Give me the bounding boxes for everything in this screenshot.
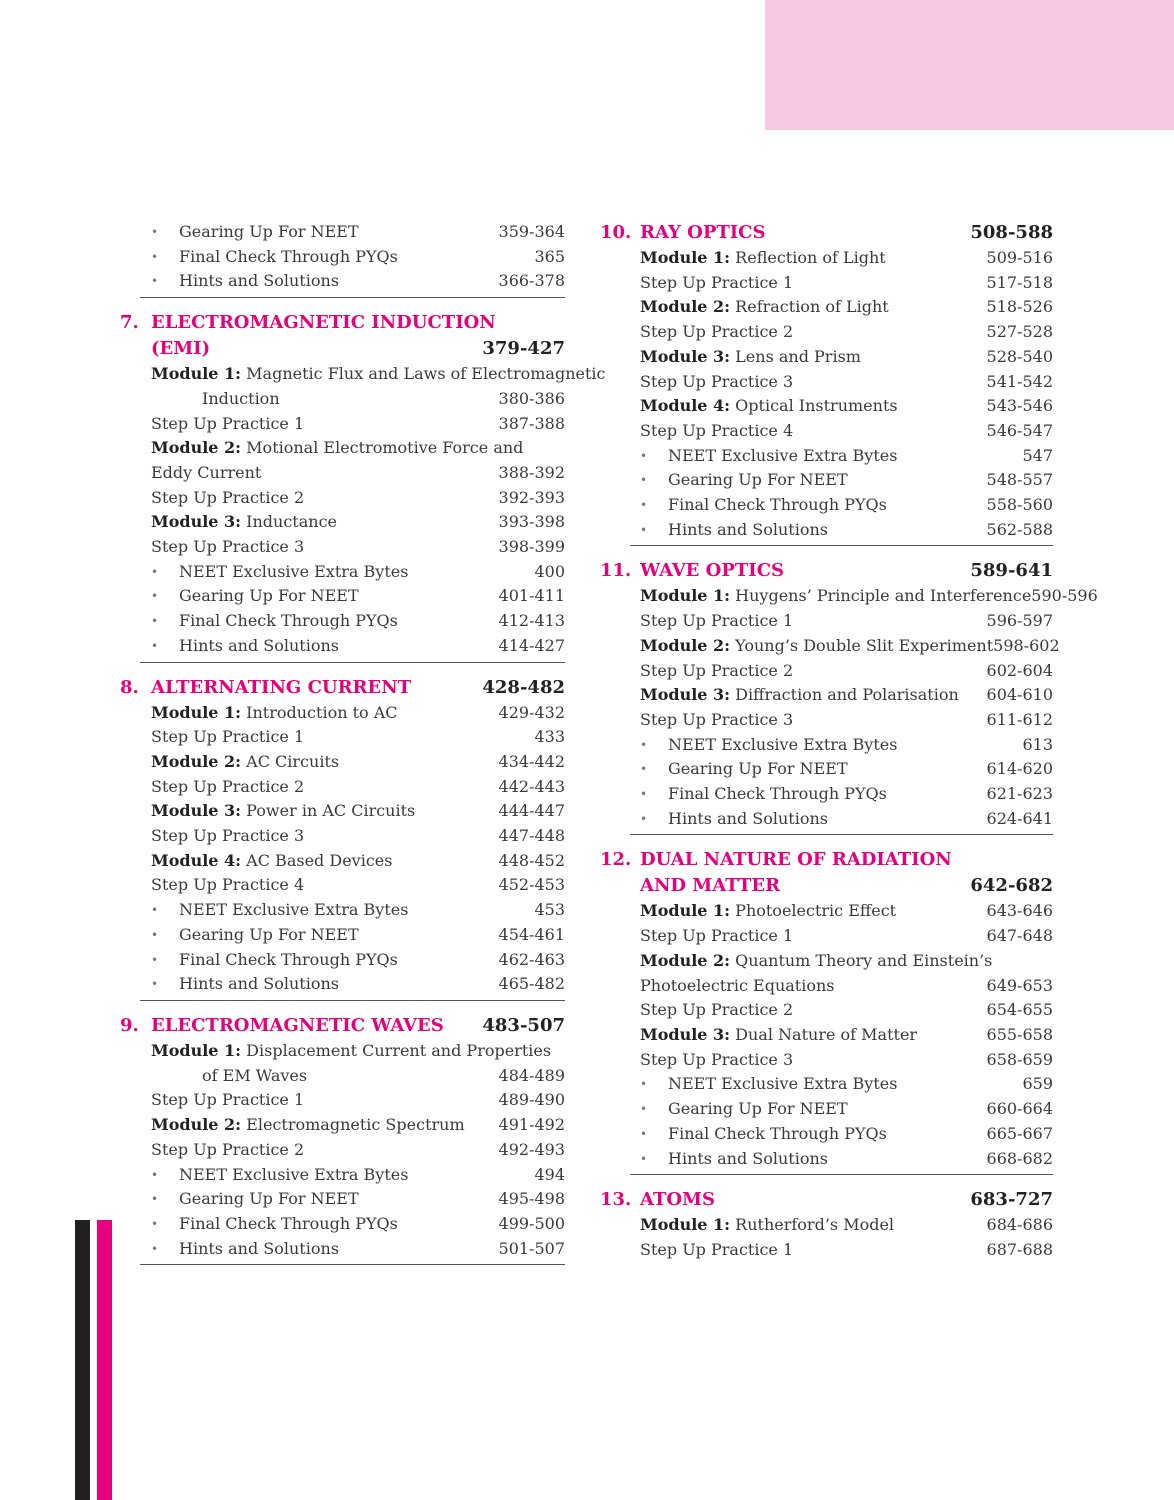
pink-corner-block xyxy=(765,0,1174,130)
module-entry[interactable]: Module 2: Refraction of Light 518-526 xyxy=(640,297,1053,317)
module-entry[interactable]: Module 2: Electromagnetic Spectrum 491-492 xyxy=(151,1115,565,1135)
toc-entry[interactable]: • NEET Exclusive Extra Bytes 547 xyxy=(600,444,1053,469)
module-entry[interactable]: Module 3: Lens and Prism 528-540 xyxy=(640,346,1053,366)
toc-entry[interactable]: • NEET Exclusive Extra Bytes 453 xyxy=(120,898,565,923)
toc-entry[interactable]: • NEET Exclusive Extra Bytes 400 xyxy=(120,560,565,585)
practice-entry[interactable]: Step Up Practice 3 541-542 xyxy=(640,371,1053,391)
divider xyxy=(140,662,565,663)
module-entry[interactable]: Module 1: Displacement Current and Properties xyxy=(151,1040,552,1060)
module-entry[interactable]: Module 3: Diffraction and Polarisation 604-610 xyxy=(640,685,1053,705)
module-entry-cont[interactable]: Induction 380-386 xyxy=(202,388,565,408)
module-entry[interactable]: Module 4: Optical Instruments 543-546 xyxy=(640,396,1053,416)
divider xyxy=(140,297,565,298)
chapter-7-heading-cont[interactable]: (EMI) 379-427 xyxy=(151,338,565,360)
toc-entry[interactable]: • Hints and Solutions 624-641 xyxy=(600,807,1053,832)
toc-entry[interactable]: • Hints and Solutions 562-588 xyxy=(600,518,1053,543)
toc-entry[interactable]: • Gearing Up For NEET 401-411 xyxy=(120,584,565,609)
chapter-13-heading[interactable]: 13. ATOMS 683-727 xyxy=(600,1189,1053,1211)
divider xyxy=(630,545,1053,546)
pink-side-bar xyxy=(97,1220,112,1500)
practice-entry[interactable]: Step Up Practice 1 647-648 xyxy=(640,926,1053,946)
module-entry[interactable]: Module 1: Introduction to AC 429-432 xyxy=(151,702,565,722)
practice-entry[interactable]: Step Up Practice 1 517-518 xyxy=(640,272,1053,292)
practice-entry[interactable]: Step Up Practice 1 489-490 xyxy=(151,1090,565,1110)
practice-entry[interactable]: Step Up Practice 2 392-393 xyxy=(151,487,565,507)
divider xyxy=(630,1174,1053,1175)
chapter-7-heading[interactable]: 7. ELECTROMAGNETIC INDUCTION xyxy=(120,312,496,334)
toc-entry[interactable]: • Final Check Through PYQs 462-463 xyxy=(120,948,565,973)
module-entry[interactable]: Module 3: Power in AC Circuits 444-447 xyxy=(151,801,565,821)
toc-entry[interactable]: • Final Check Through PYQs 558-560 xyxy=(600,493,1053,518)
practice-entry[interactable]: Step Up Practice 1 596-597 xyxy=(640,611,1053,631)
module-entry[interactable]: Module 2: Motional Electromotive Force and xyxy=(151,438,524,458)
practice-entry[interactable]: Step Up Practice 3 398-399 xyxy=(151,537,565,557)
module-entry[interactable]: Module 2: Quantum Theory and Einstein’s xyxy=(640,950,993,970)
toc-entry[interactable]: • Hints and Solutions 465-482 xyxy=(120,972,565,997)
practice-entry[interactable]: Step Up Practice 2 492-493 xyxy=(151,1139,565,1159)
module-entry[interactable]: Module 1: Reflection of Light 509-516 xyxy=(640,248,1053,267)
toc-entry[interactable]: • Gearing Up For NEET 548-557 xyxy=(600,468,1053,493)
module-entry-cont[interactable]: Photoelectric Equations 649-653 xyxy=(640,975,1053,995)
toc-right-column xyxy=(600,220,1098,1263)
toc-entry[interactable]: • Gearing Up For NEET 660-664 xyxy=(600,1097,1053,1122)
chapter-12-heading-cont[interactable]: AND MATTER 642-682 xyxy=(640,875,1053,897)
toc-entry[interactable]: • Gearing Up For NEET 614-620 xyxy=(600,757,1053,782)
practice-entry[interactable]: Step Up Practice 1 433 xyxy=(151,727,565,747)
toc-entry[interactable]: • Hints and Solutions 366-378 xyxy=(120,269,565,294)
practice-entry[interactable]: Step Up Practice 3 658-659 xyxy=(640,1049,1053,1069)
module-entry[interactable]: Module 3: Dual Nature of Matter 655-658 xyxy=(640,1024,1053,1044)
module-entry[interactable]: Module 1: Magnetic Flux and Laws of Electromagnetic xyxy=(151,364,606,384)
practice-entry[interactable]: Step Up Practice 4 452-453 xyxy=(151,875,565,895)
toc-entry[interactable]: • Final Check Through PYQs 665-667 xyxy=(600,1122,1053,1147)
toc-entry[interactable]: • NEET Exclusive Extra Bytes 494 xyxy=(120,1163,565,1188)
toc-entry[interactable]: • Hints and Solutions 668-682 xyxy=(600,1147,1053,1172)
divider xyxy=(140,1000,565,1001)
toc-entry[interactable]: • Hints and Solutions 501-507 xyxy=(120,1237,565,1262)
practice-entry[interactable]: Step Up Practice 3 447-448 xyxy=(151,826,565,846)
toc-entry[interactable]: • NEET Exclusive Extra Bytes 659 xyxy=(600,1072,1053,1097)
toc-entry[interactable]: • Final Check Through PYQs 365 xyxy=(120,245,565,270)
chapter-10-heading[interactable]: 10. RAY OPTICS 508-588 xyxy=(600,222,1053,243)
chapter-8-heading[interactable]: 8. ALTERNATING CURRENT 428-482 xyxy=(120,676,565,698)
toc-left-column xyxy=(120,220,606,1267)
toc-entry[interactable]: • Final Check Through PYQs 412-413 xyxy=(120,609,565,634)
module-entry[interactable]: Module 1: Rutherford’s Model 684-686 xyxy=(640,1215,1053,1235)
divider xyxy=(140,1264,565,1265)
toc-entry[interactable]: • Final Check Through PYQs 621-623 xyxy=(600,782,1053,807)
module-entry[interactable]: Module 2: Young’s Double Slit Experiment 598-602 xyxy=(640,635,1060,655)
toc-entry[interactable]: • NEET Exclusive Extra Bytes 613 xyxy=(600,733,1053,758)
chapter-12-heading[interactable]: 12. DUAL NATURE OF RADIATION xyxy=(600,849,952,871)
module-entry[interactable]: Module 1: Photoelectric Effect 643-646 xyxy=(640,901,1053,921)
toc-entry[interactable]: • Gearing Up For NEET 454-461 xyxy=(120,923,565,948)
practice-entry[interactable]: Step Up Practice 4 546-547 xyxy=(640,420,1053,440)
chapter-11-heading[interactable]: 11. WAVE OPTICS 589-641 xyxy=(600,560,1053,582)
module-entry[interactable]: Module 1: Huygens’ Principle and Interference 590-596 xyxy=(640,586,1098,606)
module-entry-cont[interactable]: of EM Waves 484-489 xyxy=(202,1065,565,1085)
module-entry[interactable]: Module 4: AC Based Devices 448-452 xyxy=(151,850,565,870)
module-entry-cont[interactable]: Eddy Current 388-392 xyxy=(151,462,565,482)
divider xyxy=(630,834,1053,835)
toc-entry[interactable]: • Gearing Up For NEET 495-498 xyxy=(120,1187,565,1212)
chapter-9-heading[interactable]: 9. ELECTROMAGNETIC WAVES 483-507 xyxy=(120,1014,565,1036)
black-side-bar xyxy=(75,1220,90,1500)
toc-entry[interactable]: • Hints and Solutions 414-427 xyxy=(120,634,565,659)
practice-entry[interactable]: Step Up Practice 2 602-604 xyxy=(640,660,1053,680)
practice-entry[interactable]: Step Up Practice 2 442-443 xyxy=(151,776,565,796)
practice-entry[interactable]: Step Up Practice 2 527-528 xyxy=(640,322,1053,342)
module-entry[interactable]: Module 2: AC Circuits 434-442 xyxy=(151,751,565,771)
practice-entry[interactable]: Step Up Practice 3 611-612 xyxy=(640,709,1053,729)
practice-entry[interactable]: Step Up Practice 1 387-388 xyxy=(151,413,565,433)
toc-entry[interactable]: • Final Check Through PYQs 499-500 xyxy=(120,1212,565,1237)
toc-entry[interactable]: • Gearing Up For NEET 359-364 xyxy=(120,220,565,245)
practice-entry[interactable]: Step Up Practice 1 687-688 xyxy=(640,1239,1053,1259)
practice-entry[interactable]: Step Up Practice 2 654-655 xyxy=(640,1000,1053,1020)
module-entry[interactable]: Module 3: Inductance 393-398 xyxy=(151,512,565,532)
